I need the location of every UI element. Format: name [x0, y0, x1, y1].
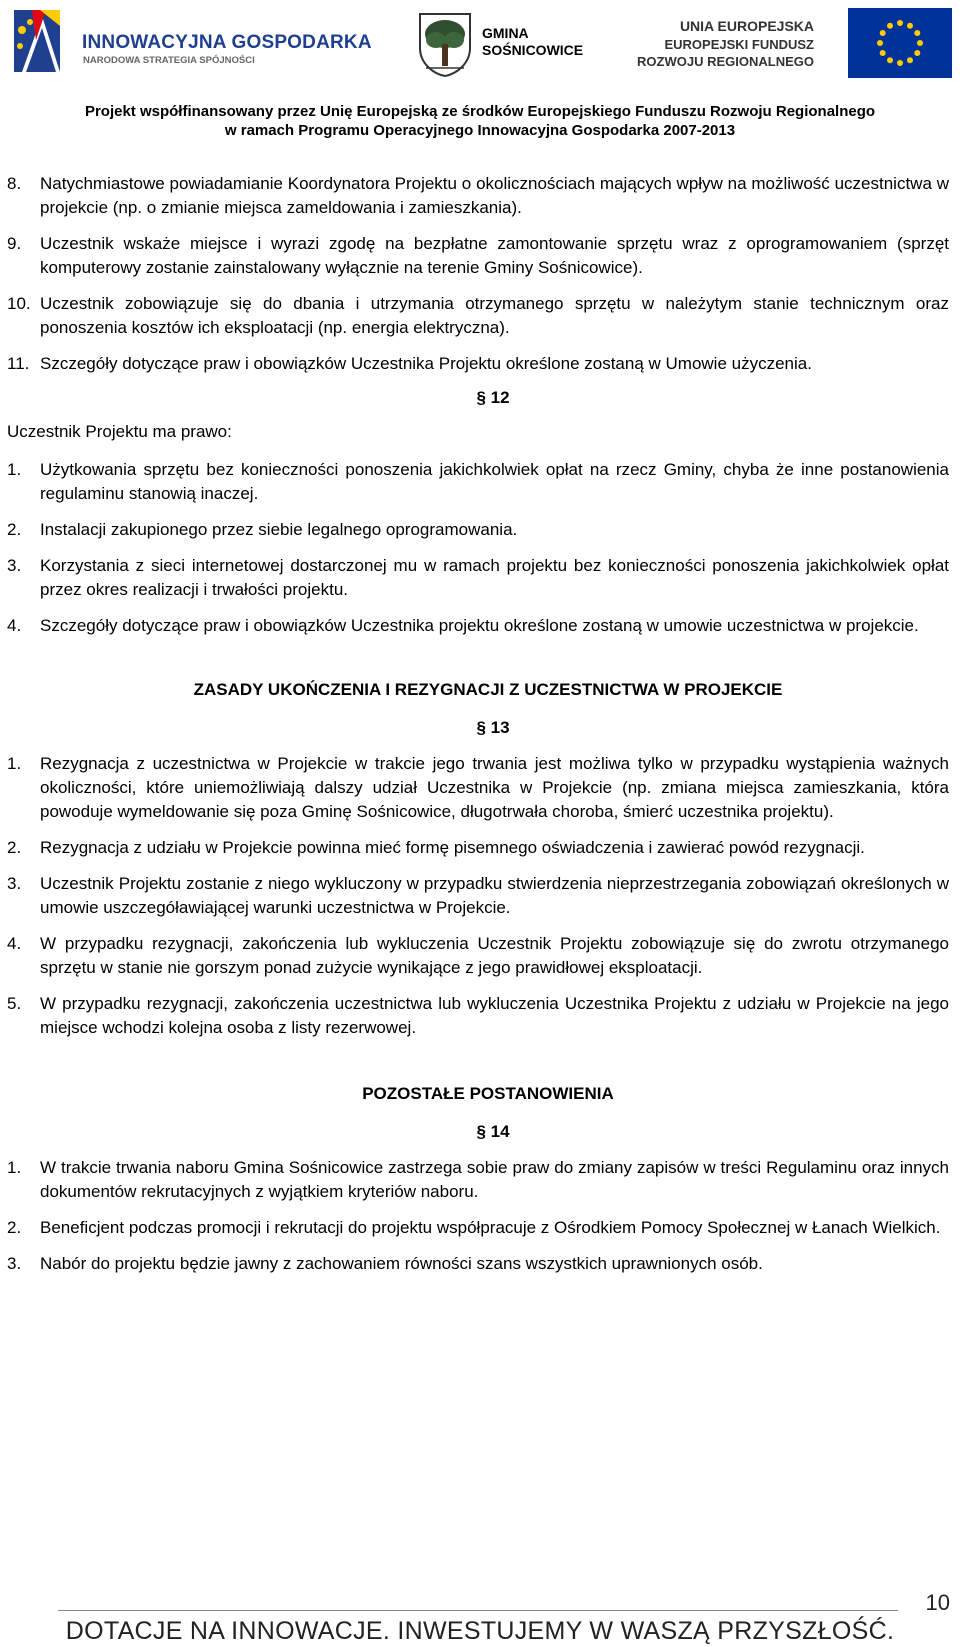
page-header	[0, 0, 960, 150]
item-text: Rezygnacja z udziału w Projekcie powinna mieć formę pisemnego oświadczenia i zawierać powód rezygnacji.	[40, 838, 865, 857]
item-number: 3.	[7, 1254, 22, 1273]
list-item	[7, 172, 949, 220]
list-item	[7, 872, 949, 920]
section13-list	[7, 752, 949, 1040]
list-item	[7, 752, 949, 824]
item-text: Natychmiastowe powiadamianie Koordynatora Projektu o okolicznościach mających wpływ na możliwość uczestnictwa w projekcie (np. o zmianie miejsca zameldowania i zamieszkania).	[40, 174, 949, 217]
eu-flag-icon	[848, 8, 952, 78]
list-item	[7, 1216, 949, 1240]
item-text: W przypadku rezygnacji, zakończenia lub wykluczenia Uczestnik Projektu zobowiązuje się do zwrotu otrzymanego sprzętu w stanie nie gorszym ponad zużycie wynikające z jego prawidłowej eksploatacji.	[40, 934, 949, 977]
gmina-name-line2: SOŚNICOWICE	[482, 42, 584, 58]
item-number: 3.	[7, 874, 22, 893]
item-text: Użytkowania sprzętu bez konieczności ponoszenia jakichkolwiek opłat na rzecz Gminy, chyba że inne postanowienia regulaminu stanowią inaczej.	[40, 460, 949, 503]
item-text: Korzystania z sieci internetowej dostarczonej mu w ramach projektu bez konieczności ponoszenia jakichkolwiek opłat przez okres realizacji i trwałości projektu.	[40, 556, 949, 599]
section14-heading: POZOSTAŁE POSTANOWIENIA	[362, 1084, 614, 1103]
list-item	[7, 232, 949, 280]
item-text: W przypadku rezygnacji, zakończenia uczestnictwa lub wykluczenia Uczestnika Projektu z udziału w Projekcie na jego miejsce wchodzi kolejna osoba z listy rezerwowej.	[40, 994, 949, 1037]
page-number: 10	[925, 1590, 950, 1615]
item-text: W trakcie trwania naboru Gmina Sośnicowice zastrzega sobie praw do zmiany zapisów w treści Regulaminu oraz innych dokumentów rekrutacyjnych z wyjątkiem kryteriów naboru.	[40, 1158, 949, 1201]
ig-title: INNOWACYJNA GOSPODARKA	[82, 32, 372, 53]
section12-intro: Uczestnik Projektu ma prawo:	[7, 422, 232, 441]
item-text: Instalacji zakupionego przez siebie legalnego oprogramowania.	[40, 520, 518, 539]
list-item	[7, 614, 949, 638]
document-body	[7, 172, 949, 1288]
eu-title: UNIA EUROPEJSKA	[679, 18, 814, 34]
item-number: 9.	[7, 234, 22, 253]
list-item	[7, 932, 949, 980]
item-text: Beneficjent podczas promocji i rekrutacji do projektu współpracuje z Ośrodkiem Pomocy Społecznej w Łanach Wielkich.	[40, 1218, 941, 1237]
paragraph-mark-12: § 12	[476, 388, 510, 407]
item-text: Rezygnacja z uczestnictwa w Projekcie w trakcie jego trwania jest możliwa tylko w przypadku wystąpienia ważnych okoliczności, które uniemożliwiają dalszy udział Uczestnika w Projekcie (np. zmiana miejsca zamieszkania, która powoduje wymeldowanie się poza Gminę Sośnicowice, długotrwała choroba, śmierć uczestnika projektu).	[40, 754, 949, 821]
list-item	[7, 554, 949, 602]
item-text: Uczestnik zobowiązuje się do dbania i utrzymania otrzymanego sprzętu w należytym stanie technicznym oraz ponoszenia kosztów ich eksploatacji (np. energia elektryczna).	[40, 294, 949, 337]
footer-slogan: DOTACJE NA INNOWACJE. INWESTUJEMY W WASZĄ PRZYSZŁOŚĆ.	[65, 1617, 895, 1645]
section13-heading: ZASADY UKOŃCZENIA I REZYGNACJI Z UCZESTNICTWA W PROJEKCIE	[193, 680, 783, 699]
item-number: 8.	[7, 174, 22, 193]
list-item	[7, 458, 949, 506]
gmina-sosnicowice-logo	[416, 12, 606, 82]
innowacyjna-gospodarka-logo	[12, 6, 372, 78]
item-number: 4.	[7, 616, 22, 635]
item-number: 1.	[7, 460, 22, 479]
item-number: 5.	[7, 994, 22, 1013]
paragraph-mark-13: § 13	[476, 718, 510, 737]
list-item	[7, 352, 949, 376]
cofinancing-line2: w ramach Programu Operacyjnego Innowacyjna Gospodarka 2007-2013	[224, 122, 736, 139]
item-number: 11.	[7, 354, 30, 373]
list-item	[7, 1156, 949, 1204]
eu-fund-line2: ROZWOJU REGIONALNEGO	[637, 54, 814, 69]
item-number: 1.	[7, 754, 22, 773]
item-text: Szczegóły dotyczące praw i obowiązków Uczestnika projektu określone zostaną w umowie uczestnictwa w projekcie.	[40, 616, 919, 635]
item-number: 1.	[7, 1158, 22, 1177]
eu-fund-logo	[637, 8, 952, 80]
gmina-crest-tree-icon	[416, 12, 474, 78]
item-text: Szczegóły dotyczące praw i obowiązków Uczestnika Projektu określone zostaną w Umowie użyczenia.	[40, 354, 812, 373]
item-number: 2.	[7, 1218, 22, 1237]
section12-list	[7, 458, 949, 638]
list-item	[7, 292, 949, 340]
cofinancing-line1: Projekt współfinansowany przez Unię Europejską ze środków Europejskiego Funduszu Rozwoju Regionalnego	[84, 103, 876, 120]
section14-list	[7, 1156, 949, 1276]
item-text: Nabór do projektu będzie jawny z zachowaniem równości szans wszystkich uprawnionych osób.	[40, 1254, 763, 1273]
item-number: 10.	[7, 294, 31, 313]
eu-fund-line1: EUROPEJSKI FUNDUSZ	[664, 37, 814, 52]
list-item	[7, 992, 949, 1040]
list-item	[7, 836, 949, 860]
footer-divider	[58, 1610, 898, 1611]
item-number: 4.	[7, 934, 22, 953]
item-number: 2.	[7, 520, 22, 539]
prev-section-list	[7, 172, 949, 376]
paragraph-mark-14: § 14	[476, 1122, 510, 1141]
item-number: 2.	[7, 838, 22, 857]
list-item	[7, 1252, 949, 1276]
cofinancing-notice	[0, 102, 960, 140]
item-text: Uczestnik Projektu zostanie z niego wykluczony w przypadku stwierdzenia nieprzestrzegania zobowiązań określonych w umowie uszczegóławiającej warunki uczestnictwa w Projekcie.	[40, 874, 949, 917]
innowacyjna-gospodarka-mark-icon	[12, 6, 70, 76]
list-item	[7, 518, 949, 542]
item-number: 3.	[7, 556, 22, 575]
ig-subtitle: NARODOWA STRATEGIA SPÓJNOŚCI	[83, 55, 255, 66]
page-footer	[0, 1590, 960, 1647]
item-text: Uczestnik wskaże miejsce i wyrazi zgodę na bezpłatne zamontowanie sprzętu wraz z oprogramowaniem (sprzęt komputerowy zostanie zainstalowany wyłącznie na terenie Gminy Sośnicowice).	[40, 234, 949, 277]
gmina-name-line1: GMINA	[482, 25, 529, 41]
